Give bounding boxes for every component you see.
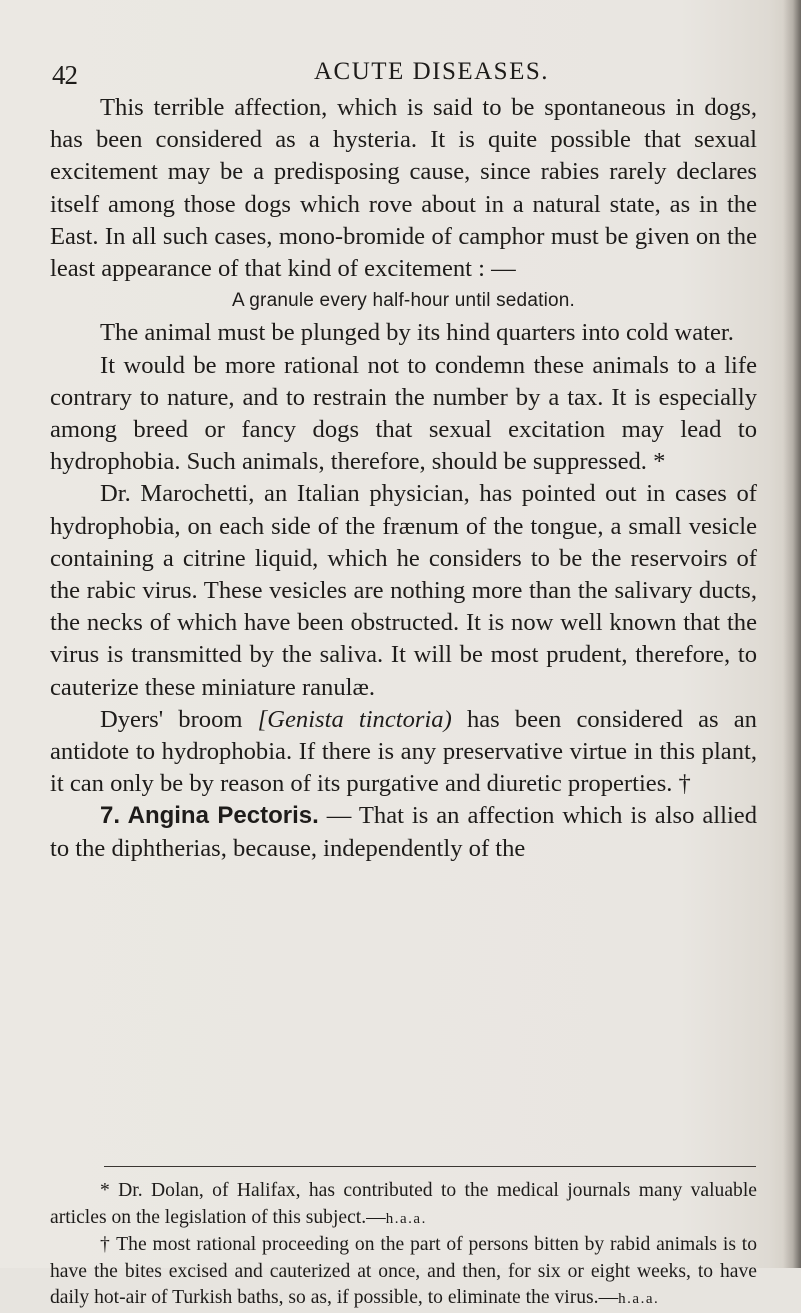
dosage-line: A granule every half-hour until sedation.: [231, 290, 576, 312]
section-paragraph: [50, 800, 757, 864]
running-head: ACUTE DISEASES.: [314, 58, 550, 85]
paragraph-text: has been considered as an antidote to hydrophobia. If there is any preservative virtue in this plant, it can only be by reason of its purgative and diuretic properties. †: [50, 705, 757, 798]
section-heading: 7. Angina Pectoris.: [100, 802, 319, 830]
latin-name: [Genista tinctoria): [257, 705, 452, 733]
footnote-text: † The most rational proceeding on the part of persons bitten by rabid animals is to have the bites excised and cauterized at once, and then, for six or eight weeks, to have daily hot-air of Turkish baths, so as, if possible, to eliminate the virus.—: [50, 1234, 757, 1309]
page-header: [52, 58, 752, 94]
footnote-rule: [104, 1166, 756, 1167]
footnote-signature: h.a.a.: [385, 1210, 427, 1227]
paragraph: It would be more rational not to condemn these animals to a life contrary to nature, and to restrain the number by a tax. It is especially among breed or fancy dogs that sexual excitation may lead to hydrophobia. Such animals, therefore, should be suppressed. *: [50, 351, 757, 476]
paragraph-text: Dyers' broom: [100, 705, 258, 733]
footnotes: [50, 1178, 757, 1313]
paragraph: [50, 704, 757, 801]
page-edge-shadow: [783, 0, 801, 1268]
paragraph: The animal must be plunged by its hind quarters into cold water.: [100, 319, 734, 347]
paragraph: This terrible affection, which is said to be spontaneous in dogs, has been considered as a hysteria. It is quite possible that sexual excitement may be a predisposing cause, since rabies rarely declares itself among those dogs which rove about in a natural state, as in the East. In all such cases, mono-bromide of camphor must be given on the least appearance of that kind of excitement : —: [50, 94, 757, 283]
footnote: [50, 1178, 757, 1232]
page-number: 42: [52, 60, 77, 90]
paragraph: Dr. Marochetti, an Italian physician, has pointed out in cases of hydrophobia, on each side of the frænum of the tongue, a small vesicle containing a citrine liquid, which he considers to be the reservoirs of the rabic virus. These vesicles are nothing more than the salivary ducts, the necks of which have been obstructed. It is now well known that the virus is transmitted by the saliva. It will be most prudent, therefore, to cauterize these miniature ranulæ.: [50, 480, 757, 701]
footnote: [50, 1232, 757, 1313]
paragraph-text: — That is an affection which is also allied to the diphtherias, because, independently of the: [50, 802, 757, 862]
body-text: [50, 92, 757, 865]
footnote-signature: h.a.a.: [618, 1291, 660, 1308]
footnote-text: * Dr. Dolan, of Halifax, has contributed to the medical journals many valuable articles on the legislation of this subject.—: [50, 1180, 757, 1228]
